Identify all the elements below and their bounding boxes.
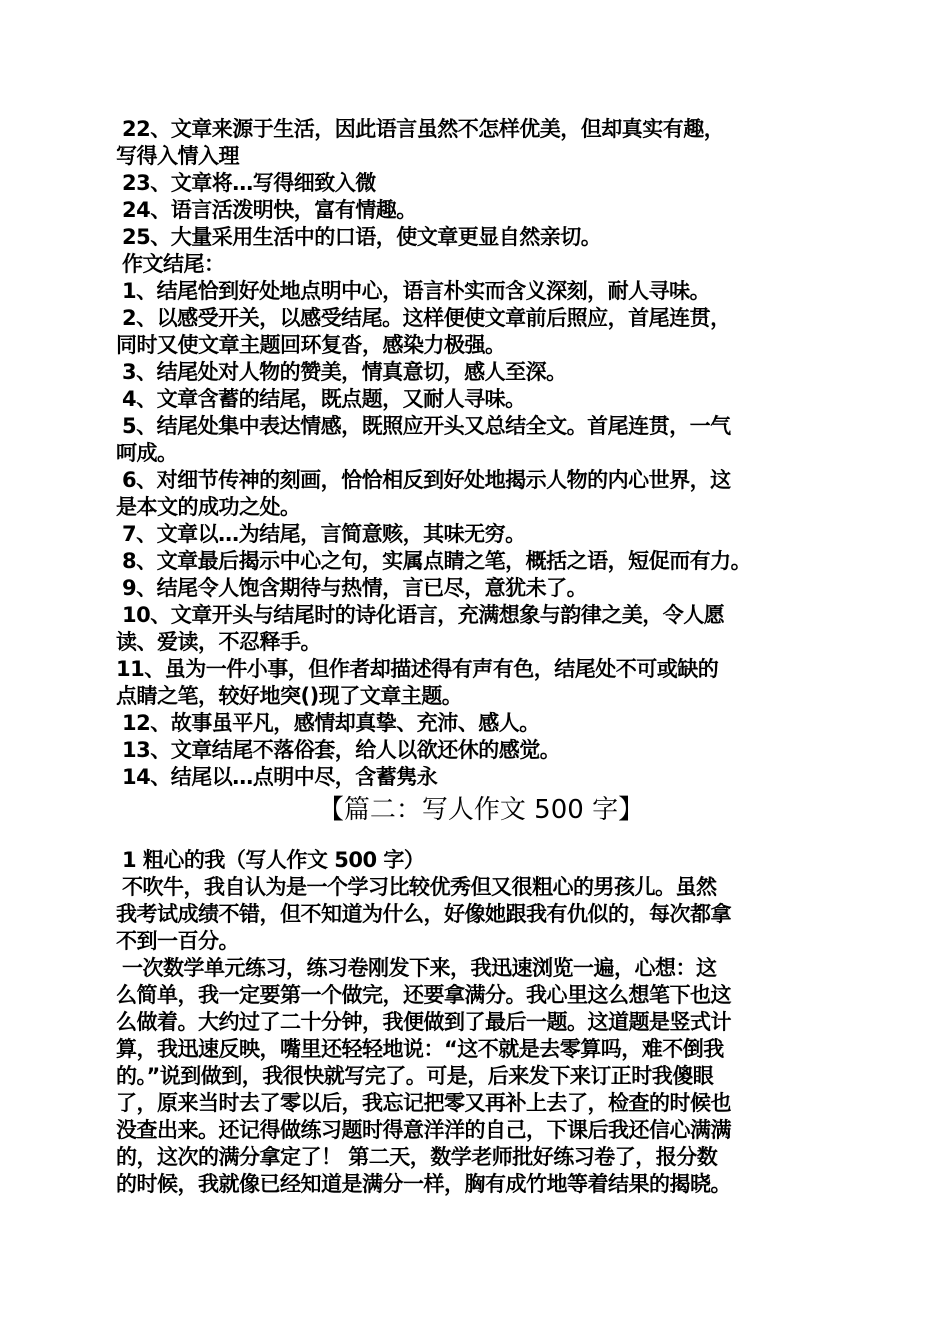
text-line: 23、文章将…写得细致入微 xyxy=(122,171,376,195)
text-line: 9、结尾令人饱含期待与热情，言已尽，意犹未了。 xyxy=(122,576,588,600)
text-line: 不吹牛，我自认为是一个学习比较优秀但又很粗心的男孩儿。虽然 xyxy=(122,875,717,899)
text-line: 同时又使文章主题回环复沓，感染力极强。 xyxy=(116,333,506,357)
section-heading: 【篇二：写人作文 500 字】 xyxy=(317,795,645,825)
text-line: 3、结尾处对人物的赞美，情真意切，感人至深。 xyxy=(122,360,567,384)
text-line: 1 粗心的我（写人作文 500 字） xyxy=(122,848,425,872)
text-line: 我考试成绩不错，但不知道为什么，好像她跟我有仇似的，每次都拿 xyxy=(116,902,731,926)
text-line: 一次数学单元练习，练习卷刚发下来，我迅速浏览一遍，心想：这 xyxy=(122,956,717,980)
text-line: 6、对细节传神的刻画，恰恰相反到好处地揭示人物的内心世界，这 xyxy=(122,468,731,492)
closing-tips-section xyxy=(116,116,846,791)
text-line: 作文结尾： xyxy=(122,252,225,276)
text-line: 呵成。 xyxy=(116,441,178,465)
text-line: 7、文章以…为结尾，言简意赅，其味无穷。 xyxy=(122,522,526,546)
text-line: 24、语言活泼明快，富有情趣。 xyxy=(122,198,417,222)
text-line: 么做着。大约过了二十分钟，我便做到了最后一题。这道题是竖式计 xyxy=(116,1010,731,1034)
text-line: 10、文章开头与结尾时的诗化语言，充满想象与韵律之美，令人愿 xyxy=(122,603,725,627)
text-line: 1、结尾恰到好处地点明中心，语言朴实而含义深刻，耐人寻味。 xyxy=(122,279,711,303)
document-body xyxy=(116,116,846,1198)
text-line: 么简单，我一定要第一个做完，还要拿满分。我心里这么想笔下也这 xyxy=(116,983,731,1007)
text-line: 算，我迅速反映，嘴里还轻轻地说：“这不就是去零算吗，难不倒我 xyxy=(116,1037,724,1061)
text-line: 11、虽为一件小事，但作者却描述得有声有色，结尾处不可或缺的 xyxy=(116,657,719,681)
text-line: 了，原来当时去了零以后，我忘记把零又再补上去了，检查的时候也 xyxy=(116,1091,731,1115)
text-line: 是本文的成功之处。 xyxy=(116,495,301,519)
text-line: 22、文章来源于生活，因此语言虽然不怎样优美，但却真实有趣， xyxy=(122,117,725,141)
text-line: 的时候，我就像已经知道是满分一样，胸有成竹地等着结果的揭晓。 xyxy=(116,1172,731,1196)
text-line: 5、结尾处集中表达情感，既照应开头又总结全文。首尾连贯，一气 xyxy=(122,414,731,438)
text-line: 的，这次的满分拿定了！ 第二天，数学老师批好练习卷了，报分数 xyxy=(116,1145,718,1169)
text-line: 不到一百分。 xyxy=(116,929,239,953)
essay-section xyxy=(116,847,846,1198)
text-line: 的。”说到做到，我很快就写完了。可是，后来发下来订正时我傻眼 xyxy=(116,1064,714,1088)
text-line: 12、故事虽平凡，感情却真挚、充沛、感人。 xyxy=(122,711,540,735)
text-line: 2、以感受开关，以感受结尾。这样便使文章前后照应，首尾连贯， xyxy=(122,306,731,330)
text-line: 14、结尾以…点明中尽，含蓄隽永 xyxy=(122,765,438,789)
text-line: 没查出来。还记得做练习题时得意洋洋的自己，下课后我还信心满满 xyxy=(116,1118,731,1142)
text-line: 8、文章最后揭示中心之句，实属点睛之笔，概括之语，短促而有力。 xyxy=(122,549,752,573)
text-line: 点睛之笔，较好地突()现了文章主题。 xyxy=(116,684,463,708)
text-line: 读、爱读，不忍释手。 xyxy=(116,630,321,654)
text-line: 4、文章含蓄的结尾，既点题，又耐人寻味。 xyxy=(122,387,526,411)
text-line: 写得入情入理 xyxy=(116,144,239,168)
text-line: 13、文章结尾不落俗套，给人以欲还休的感觉。 xyxy=(122,738,561,762)
text-line: 25、大量采用生活中的口语，使文章更显自然亲切。 xyxy=(122,225,602,249)
